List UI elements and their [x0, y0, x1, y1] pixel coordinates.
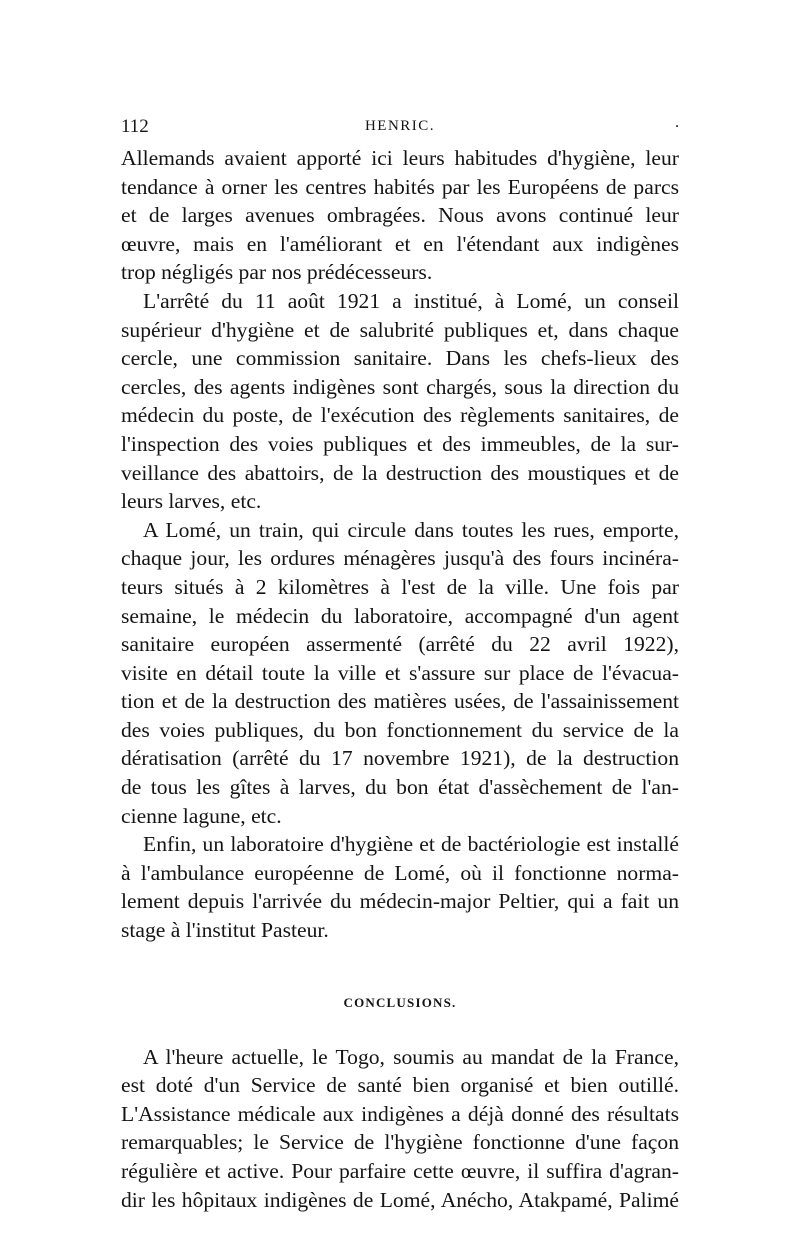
text-line: leurs larves, etc. [121, 489, 262, 514]
paragraph-arrete-1921 [121, 287, 679, 516]
text-line: remarquables; le Service de l'hygiène fonctionne d'une façon [121, 1130, 679, 1155]
section-heading-conclusions: CONCLUSIONS. [343, 994, 457, 1010]
page-number: 112 [121, 116, 149, 137]
text-line: à l'ambulance européenne de Lomé, où il fonctionne norma- [121, 860, 679, 885]
text-line: semaine, le médecin du laboratoire, accompagné d'un agent [121, 603, 679, 628]
book-page [121, 110, 679, 1214]
text-line: est doté d'un Service de santé bien organisé et bien outillé. [121, 1073, 679, 1098]
paragraph-laboratory [121, 830, 679, 944]
text-line: A l'heure actuelle, le Togo, soumis au mandat de la France, [143, 1044, 679, 1069]
paragraph-conclusions [121, 1043, 679, 1215]
text-line: régulière et active. Pour parfaire cette œuvre, il suffira d'agran- [121, 1159, 679, 1183]
paragraph-hygiene-heritage [121, 144, 679, 287]
text-line: visite en détail toute la ville et s'assure sur place de l'évacua- [121, 660, 679, 685]
text-line: tendance à orner les centres habités par les Européens de parcs [121, 174, 679, 199]
text-line: teurs situés à 2 kilomètres à l'est de la ville. Une fois par [121, 574, 679, 599]
text-line: stage à l'institut Pasteur. [121, 918, 329, 943]
text-line: dératisation (arrêté du 17 novembre 1921), de la destruction [121, 746, 679, 771]
text-line: lement depuis l'arrivée du médecin-major Peltier, qui a fait un [121, 889, 679, 914]
text-line: Enfin, un laboratoire d'hygiène et de bactériologie est installé [143, 832, 679, 857]
text-line: dir les hôpitaux indigènes de Lomé, Anécho, Atakpamé, Palimé [121, 1187, 679, 1212]
text-line: médecin du poste, de l'exécution des règlements sanitaires, de [121, 403, 679, 428]
text-line: veillance des abattoirs, de la destruction des moustiques et de [121, 460, 679, 485]
text-line: L'Assistance médicale aux indigènes a déjà donné des résultats [121, 1101, 679, 1126]
text-line: cercles, des agents indigènes sont chargés, sous la direction du [121, 374, 679, 399]
text-line: supérieur d'hygiène et de salubrité publiques et, dans chaque [121, 317, 679, 342]
print-mark: . [675, 114, 679, 131]
text-line: cercle, une commission sanitaire. Dans les chefs-lieux des [121, 346, 679, 371]
paragraph-lome-train [121, 516, 679, 831]
text-line: l'inspection des voies publiques et des immeubles, de la sur- [121, 431, 679, 456]
text-line: A Lomé, un train, qui circule dans toutes les rues, emporte, [143, 517, 679, 542]
text-line: sanitaire européen assermenté (arrêté du 22 avril 1922), [121, 632, 679, 657]
text-line: œuvre, mais en l'améliorant et en l'étendant aux indigènes [121, 231, 679, 256]
text-line: Allemands avaient apporté ici leurs habitudes d'hygiène, leur [121, 146, 679, 170]
text-line: trop négligés par nos prédécesseurs. [121, 260, 433, 285]
text-line: L'arrêté du 11 août 1921 a institué, à Lomé, un conseil [143, 288, 679, 313]
text-line: chaque jour, les ordures ménagères jusqu'à des fours incinéra- [121, 546, 679, 571]
text-line: tion et de la destruction des matières usées, de l'assainissement [121, 689, 679, 714]
running-title: HENRIC. [364, 118, 436, 134]
text-line: de tous les gîtes à larves, du bon état d'assèchement de l'an- [121, 775, 679, 800]
text-line: et de larges avenues ombragées. Nous avons continué leur [121, 203, 679, 228]
text-line: des voies publiques, du bon fonctionnement du service de la [121, 717, 679, 742]
running-header [121, 110, 679, 144]
text-line: cienne lagune, etc. [121, 803, 282, 828]
